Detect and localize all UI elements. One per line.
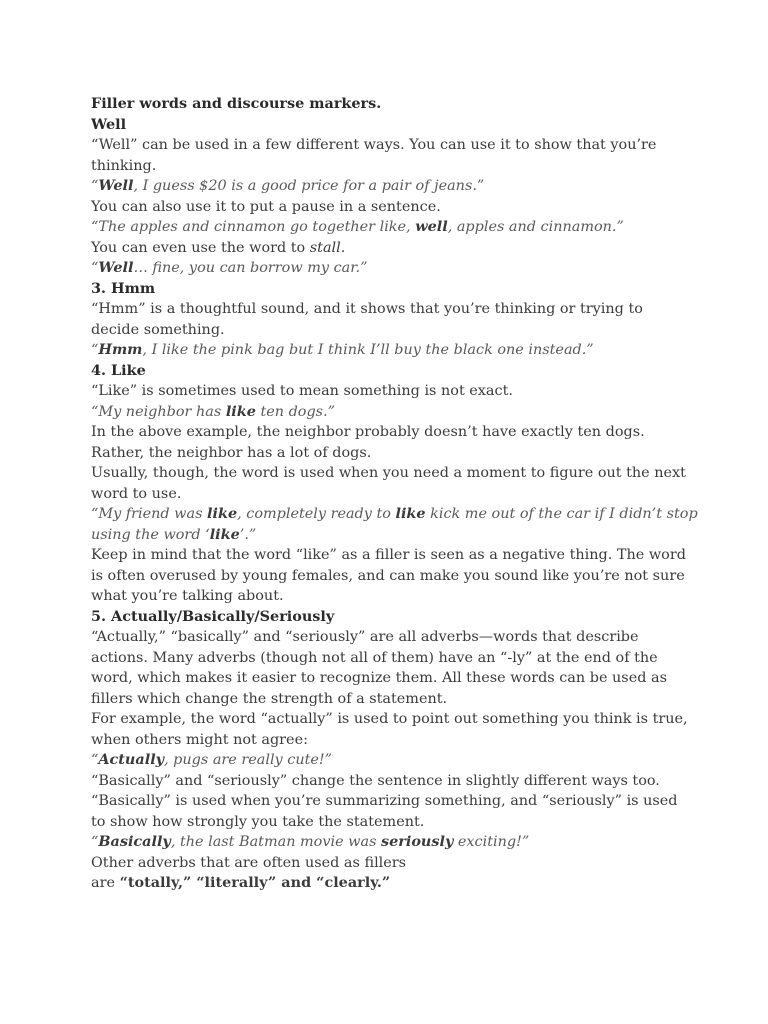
paragraph-line: “Well” can be used in a few different ways. You can use it to show that you’re — [91, 137, 657, 153]
example-sentence: “Hmm, I like the pink bag but I think I’ll buy the black one instead.” — [91, 341, 594, 358]
paragraph-line: For example, the word “actually” is used to point out something you think is true, — [91, 711, 688, 727]
section-heading-like: 4. Like — [91, 361, 146, 379]
example-sentence: “Actually, pugs are really cute!” — [91, 751, 333, 768]
example-sentence: “My friend was like, completely ready to like kick me out of the car if I didn’t stop — [91, 505, 698, 522]
example-sentence: “Well… fine, you can borrow my car.” — [91, 259, 368, 276]
paragraph-line: thinking. — [91, 157, 157, 174]
document-body — [91, 94, 698, 894]
section-heading-actually: 5. Actually/Basically/Seriously — [91, 607, 335, 625]
section-heading-hmm: 3. Hmm — [91, 279, 156, 297]
paragraph-line: decide something. — [91, 321, 225, 338]
paragraph-line: “Basically” and “seriously” change the sentence in slightly different ways too. — [91, 772, 660, 789]
paragraph-line: Rather, the neighbor has a lot of dogs. — [91, 444, 372, 461]
paragraph-line: when others might not agree: — [91, 731, 308, 748]
paragraph-line: fillers which change the strength of a statement. — [91, 690, 448, 707]
paragraph-line: In the above example, the neighbor probably doesn’t have exactly ten dogs. — [91, 424, 645, 440]
example-sentence: “The apples and cinnamon go together like, well, apples and cinnamon.” — [91, 218, 624, 235]
example-sentence: “My neighbor has like ten dogs.” — [91, 402, 335, 420]
paragraph-line: “Like” is sometimes used to mean something is not exact. — [91, 383, 513, 399]
paragraph-line: Keep in mind that the word “like” as a filler is seen as a negative thing. The word — [91, 547, 686, 563]
paragraph-line: You can even use the word to stall. — [91, 239, 346, 256]
paragraph-line: actions. Many adverbs (though not all of them) have an “-ly” at the end of the — [91, 649, 658, 666]
paragraph-line: “Actually,” “basically” and “seriously” are all adverbs—words that describe — [91, 629, 639, 645]
paragraph-line: Usually, though, the word is used when you need a moment to figure out the next — [91, 465, 686, 481]
example-sentence: “Well, I guess $20 is a good price for a pair of jeans.” — [91, 177, 485, 194]
example-sentence: “Basically, the last Batman movie was seriously exciting!” — [91, 833, 530, 850]
paragraph-line: Other adverbs that are often used as fillers — [91, 854, 407, 871]
example-sentence: using the word ‘like’.” — [91, 525, 257, 543]
paragraph-line: “Basically” is used when you’re summarizing something, and “seriously” is used — [91, 793, 678, 809]
paragraph-line: what you’re talking about. — [91, 588, 284, 604]
paragraph-line: to show how strongly you take the statement. — [91, 813, 425, 830]
paragraph-line: is often overused by young females, and can make you sound like you’re not sure — [91, 567, 685, 584]
paragraph-line: are “totally,” “literally” and “clearly.” — [91, 874, 391, 891]
paragraph-line: “Hmm” is a thoughtful sound, and it shows that you’re thinking or trying to — [91, 301, 643, 317]
paragraph-line: You can also use it to put a pause in a sentence. — [91, 198, 441, 215]
document-title: Filler words and discourse markers. — [91, 95, 382, 112]
paragraph-line: word to use. — [91, 485, 182, 502]
section-heading-well: Well — [91, 115, 127, 133]
paragraph-line: word, which makes it easier to recognize them. All these words can be used as — [91, 670, 667, 686]
